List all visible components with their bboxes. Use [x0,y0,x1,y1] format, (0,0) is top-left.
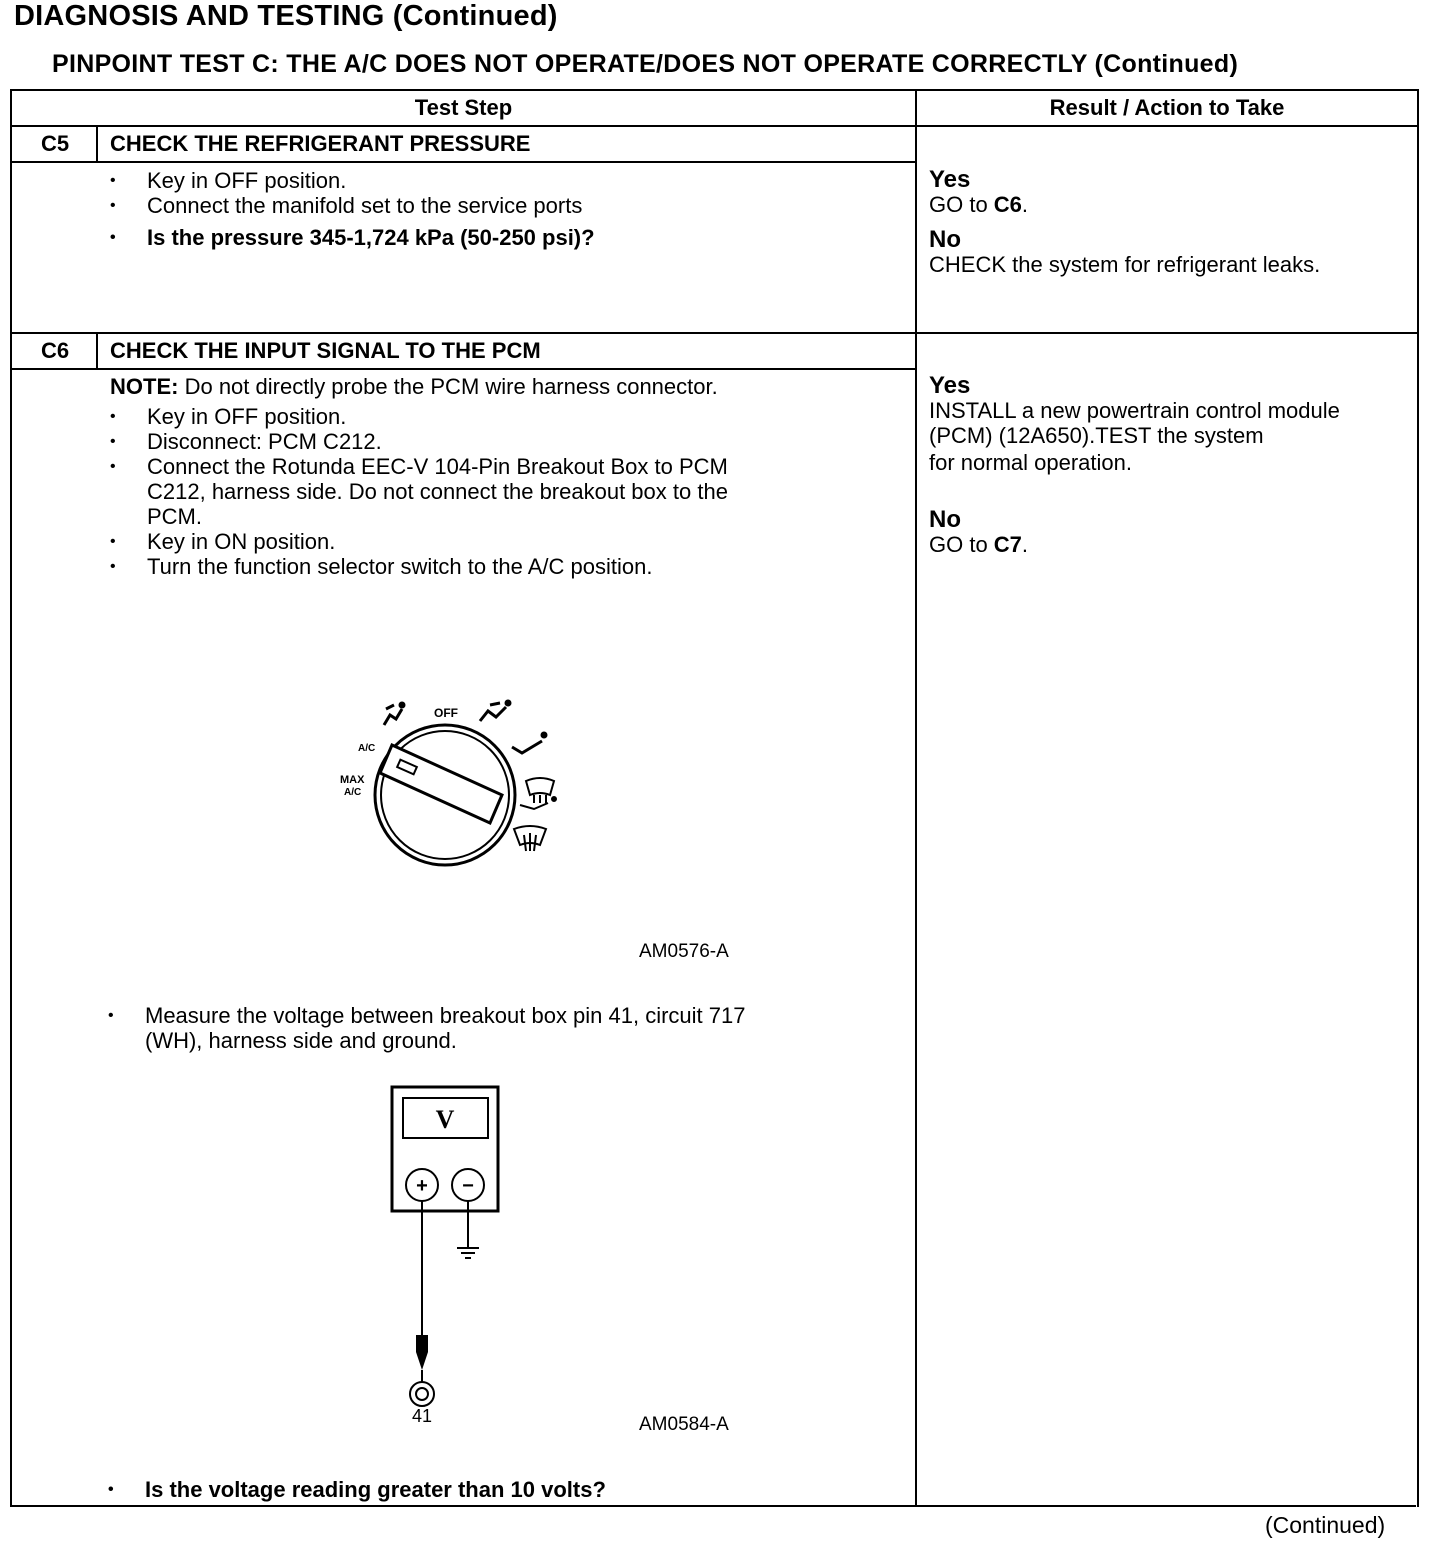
negative-symbol: − [462,1175,474,1197]
c5-no-action: CHECK the system for refrigerant leaks. [929,252,1321,277]
col-header-test-step: Test Step [414,95,513,120]
voltmeter-symbol: V [435,1105,455,1134]
defrost-icon [514,826,546,851]
figure-code-am0584: AM0584-A [639,1414,729,1435]
col-header-result: Result / Action to Take [1049,95,1285,120]
c5-bottom-border [10,332,1419,334]
pin-41-inner [416,1388,428,1400]
step-id-c6: C6 [40,338,70,363]
floor-defrost-icon [520,778,556,809]
test-probe [416,1335,428,1370]
header-bottom-border [10,125,1419,127]
table-top-border [10,89,1419,91]
panel-vent-icon [384,703,404,725]
page-subtitle: PINPOINT TEST C: THE A/C DOES NOT OPERATE/DOES NOT OPERATE CORRECTLY (Continued) [52,50,1239,78]
selector-pointer [380,745,502,823]
function-selector-figure [330,695,590,870]
c5-yes-label: Yes [929,166,971,193]
step-title-c5: CHECK THE REFRIGERANT PRESSURE [110,131,531,156]
c5-title-border [10,161,917,163]
c6-measure-step-cont: (WH), harness side and ground. [145,1028,457,1053]
c6-yes-action-2: (PCM) (12A650).TEST the system [929,423,1264,448]
label-ac: A/C [358,743,376,754]
ground-icon [457,1248,479,1258]
column-divider [915,89,917,1507]
positive-symbol: + [416,1175,428,1197]
label-max: MAX [340,774,365,786]
c6-step-3-cont-2: PCM. [147,504,202,529]
c5-no-label: No [929,226,961,253]
c6-note: NOTE: Do not directly probe the PCM wire harness connector. [110,374,718,399]
continued-footer: (Continued) [1265,1512,1386,1538]
c6-yes-label: Yes [929,372,971,399]
floor-vent-icon [512,733,546,753]
step-title-c6: CHECK THE INPUT SIGNAL TO THE PCM [110,338,541,363]
page-title: DIAGNOSIS AND TESTING (Continued) [14,0,558,32]
voltmeter-figure [385,1080,515,1425]
label-max-ac: A/C [344,787,362,798]
table-bottom-border [10,1505,1416,1507]
c6-step-3-cont-1: C212, harness side. Do not connect the breakout box to the [147,479,728,504]
c6-no-action: GO to C7. [929,532,1029,557]
bi-level-vent-icon [480,701,510,721]
table-right-border [1417,89,1419,1507]
c6-no-label: No [929,506,961,533]
c6-title-border [10,368,917,370]
c6-yes-action-3: for normal operation. [929,450,1132,475]
c5-yes-action: GO to C6. [929,192,1029,217]
figure-code-am0576: AM0576-A [639,941,729,962]
pin-number: 41 [411,1406,433,1425]
label-off: OFF [434,706,458,720]
step-id-c5: C5 [40,131,70,156]
table-left-border [10,89,12,1507]
c6-yes-action-1: INSTALL a new powertrain control module [929,398,1340,423]
